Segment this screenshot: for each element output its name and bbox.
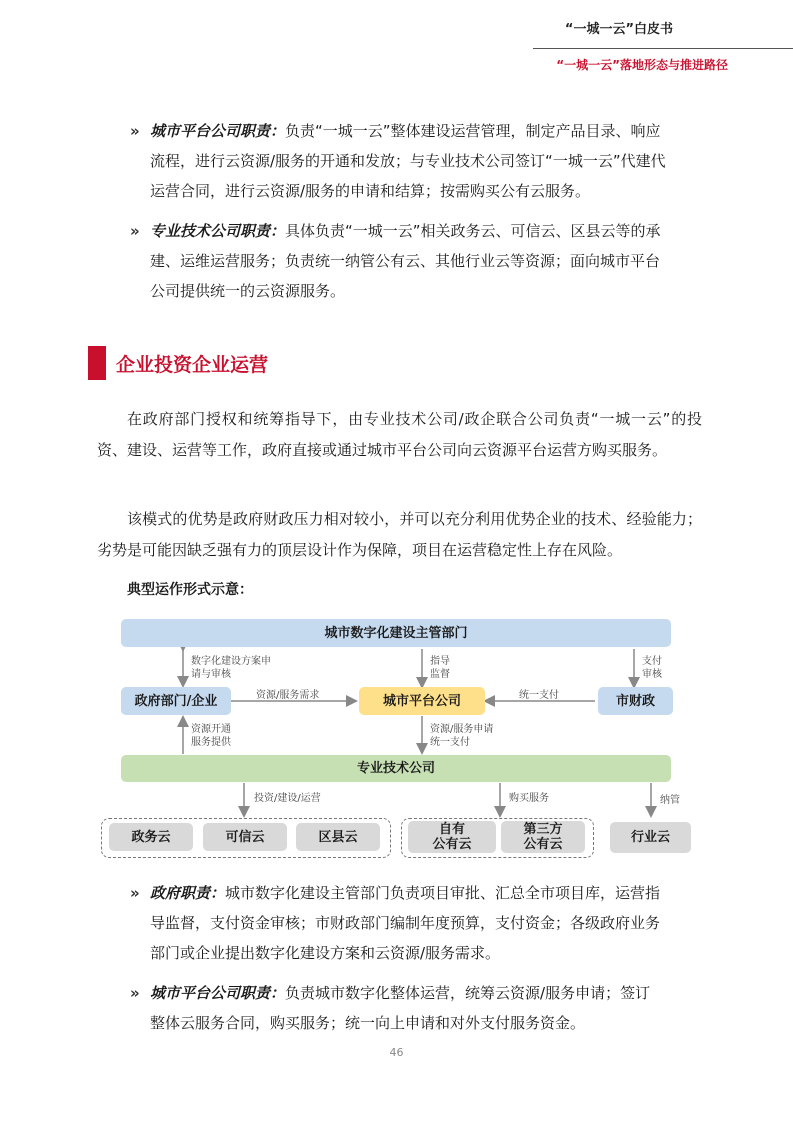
label-manage: 纳管 bbox=[660, 795, 680, 806]
label-line: 统一支付 bbox=[430, 737, 470, 748]
label-plan bbox=[191, 655, 271, 681]
bullet-line: 负责“一城一云”整体建设运营管理，制定产品目录、响应 bbox=[285, 122, 661, 140]
diagram-caption: 典型运作形式示意： bbox=[127, 582, 253, 598]
label-demand: 资源/服务需求 bbox=[256, 690, 320, 701]
cloud-label-line: 公有云 bbox=[523, 837, 563, 852]
label-buy: 购买服务 bbox=[509, 793, 549, 804]
bullet-lead: 政府职责： bbox=[150, 884, 226, 902]
page-number: 46 bbox=[389, 1046, 404, 1059]
bullet-gov-duty bbox=[130, 878, 720, 968]
section-title: 企业投资企业运营 bbox=[116, 353, 269, 376]
paragraph: 该模式的优势是政府财政压力相对较小，并可以充分利用优势企业的技术、经验能力；劣势是可能因缺乏强有力的顶层设计作为保障，项目在运营稳定性上存在风险。 bbox=[97, 510, 702, 559]
label-invest: 投资/建设/运营 bbox=[254, 793, 321, 804]
section-bar bbox=[88, 346, 106, 380]
bullet-line: 部门或企业提出数字化建设方案和云资源/服务需求。 bbox=[150, 944, 501, 962]
bullet-line: 具体负责“一城一云”相关政务云、可信云、区县云等的承 bbox=[285, 222, 661, 240]
box-tech-company: 专业技术公司 bbox=[121, 755, 671, 782]
bullet-line: 建、运维运营服务；负责统一纳管公有云、其他行业云等资源；面向城市平台 bbox=[150, 252, 661, 270]
label-line: 服务提供 bbox=[191, 737, 231, 748]
bullet-lead: 城市平台公司职责： bbox=[150, 122, 286, 140]
cloud-label-line: 自有 bbox=[438, 822, 465, 837]
box-city-digital-dept: 城市数字化建设主管部门 bbox=[121, 619, 671, 647]
box-industry-cloud: 行业云 bbox=[610, 822, 691, 853]
chapter-title: “一城一云”落地形态与推进路径 bbox=[556, 58, 728, 72]
bullet-platform-duty bbox=[130, 116, 720, 206]
box-gov-cloud: 政务云 bbox=[109, 823, 193, 851]
bullet-marker: » bbox=[130, 222, 140, 240]
label-line: 资源开通 bbox=[191, 724, 231, 735]
paragraph: 在政府部门授权和统筹指导下，由专业技术公司/政企联合公司负责“一城一云”的投资、建设、运营等工作，政府直接或通过城市平台公司向云资源平台运营方购买服务。 bbox=[97, 410, 702, 459]
cloud-label-line: 第三方 bbox=[523, 822, 563, 837]
box-district-cloud: 区县云 bbox=[296, 823, 380, 851]
box-gov-enterprise: 政府部门/企业 bbox=[121, 687, 231, 715]
bullet-lead: 城市平台公司职责： bbox=[150, 984, 286, 1002]
bullet-line: 整体云服务合同，购买服务；统一向上申请和对外支付服务资金。 bbox=[150, 1014, 586, 1032]
label-line: 支付 bbox=[642, 656, 662, 667]
bullet-line: 负责城市数字化整体运营，统筹云资源/服务申请；签订 bbox=[285, 984, 651, 1002]
bullet-line: 公司提供统一的云资源服务。 bbox=[150, 282, 346, 300]
cloud-label-line: 公有云 bbox=[432, 837, 472, 852]
label-line: 监督 bbox=[430, 669, 450, 680]
box-finance: 市财政 bbox=[598, 687, 673, 715]
bullet-marker: » bbox=[130, 984, 140, 1002]
label-pay bbox=[642, 655, 662, 681]
label-line: 资源/服务申请 bbox=[430, 724, 494, 735]
label-guide bbox=[430, 655, 450, 681]
box-own-public-cloud bbox=[408, 821, 496, 853]
box-third-party-public-cloud bbox=[501, 821, 585, 853]
bullet-line: 流程，进行云资源/服务的开通和发放；与专业技术公司签订“一城一云”代建代 bbox=[150, 152, 666, 170]
document-title: “一城一云”白皮书 bbox=[564, 22, 673, 37]
label-open bbox=[191, 723, 231, 749]
label-line: 指导 bbox=[430, 656, 450, 667]
label-apply bbox=[430, 723, 493, 749]
bullet-tech-duty bbox=[130, 216, 720, 306]
operation-diagram bbox=[96, 612, 696, 867]
bullet-line: 运营合同，进行云资源/服务的申请和结算；按需购买公有云服务。 bbox=[150, 182, 591, 200]
section-heading bbox=[88, 346, 268, 380]
label-line: 请与审核 bbox=[191, 669, 231, 680]
bullet-line: 城市数字化建设主管部门负责项目审批、汇总全市项目库，运营指 bbox=[225, 884, 661, 902]
bullet-marker: » bbox=[130, 122, 140, 140]
label-unified-pay: 统一支付 bbox=[519, 690, 559, 701]
bullet-line: 导监督，支付资金审核；市财政部门编制年度预算，支付资金；各级政府业务 bbox=[150, 914, 661, 932]
header-divider bbox=[533, 48, 793, 49]
box-city-platform: 城市平台公司 bbox=[359, 687, 485, 715]
label-line: 审核 bbox=[642, 669, 662, 680]
label-line: 数字化建设方案申 bbox=[191, 656, 271, 667]
bullet-platform-duty-2 bbox=[130, 978, 720, 1038]
box-trusted-cloud: 可信云 bbox=[203, 823, 287, 851]
bullet-marker: » bbox=[130, 884, 140, 902]
bullet-lead: 专业技术公司职责： bbox=[150, 222, 286, 240]
